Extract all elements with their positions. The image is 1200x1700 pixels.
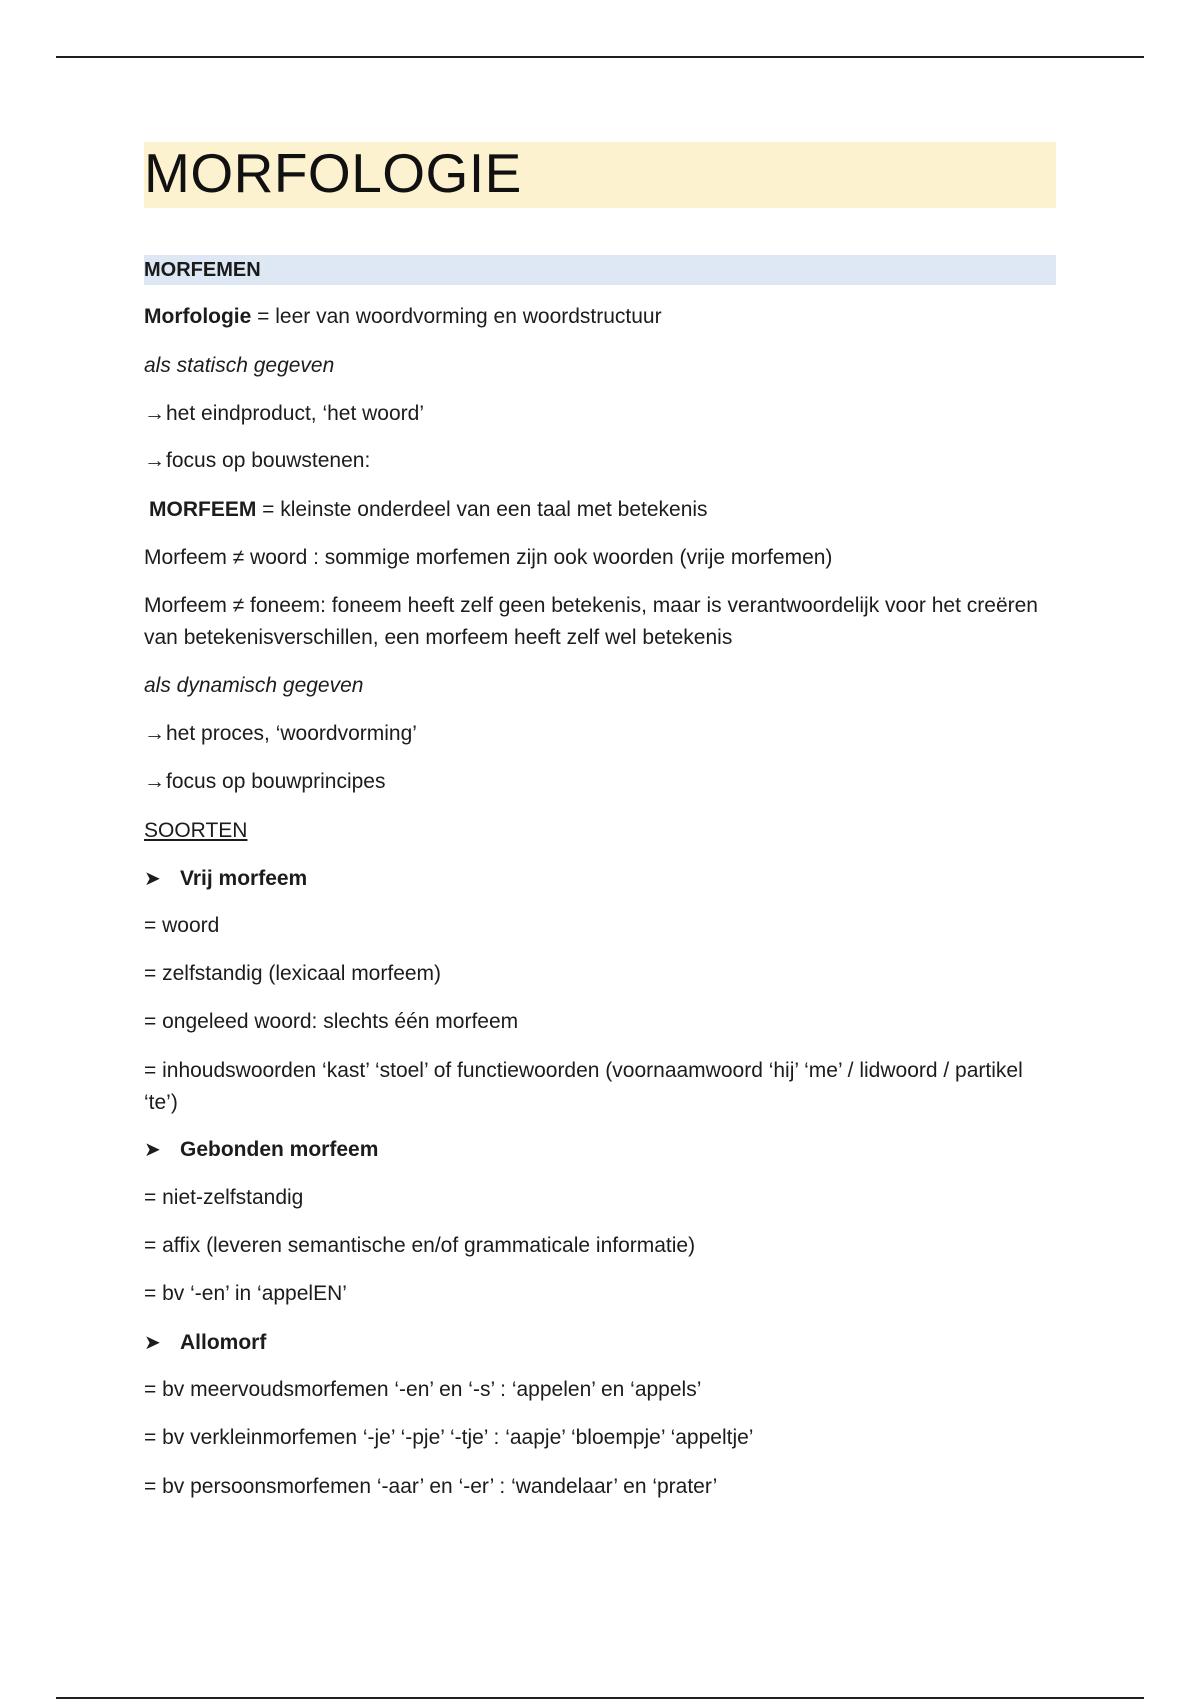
section-heading: MORFEMEN (144, 259, 261, 281)
morfeem-vs-foneem: Morfeem ≠ foneem: foneem heeft zelf geen betekenis, maar is verantwoordelijk voor het creëren van betekenisverschillen, een morfeem heeft zelf wel betekenis (144, 594, 1038, 649)
static-label: als statisch gegeven (144, 354, 335, 377)
footer-rule (56, 1697, 1144, 1699)
arrow-icon: → (144, 770, 165, 793)
morfeem-definition-line (149, 494, 708, 526)
list-item: = ongeleed woord: slechts één morfeem (144, 1010, 519, 1033)
dynamic-label: als dynamisch gegeven (144, 674, 364, 697)
dynamic-point-text: focus op bouwprincipes (166, 770, 386, 793)
list-item: = affix (leveren semantische en/of grammaticale informatie) (144, 1234, 696, 1257)
gebonden-morfeem-label: Gebonden morfeem (180, 1138, 379, 1161)
list-item: = inhoudswoorden ‘kast’ ‘stoel’ of functiewoorden (voornaamwoord ‘hij’ ‘me’ / lidwoord / partikel ‘te’) (144, 1059, 1023, 1114)
static-point (144, 398, 424, 430)
static-point (144, 445, 370, 477)
list-item: = bv persoonsmorfemen ‘-aar’ en ‘-er’ : ‘wandelaar’ en ‘prater’ (144, 1475, 718, 1498)
morfeem-vs-woord: Morfeem ≠ woord : sommige morfemen zijn ook woorden (vrije morfemen) (144, 546, 833, 569)
list-item: = niet-zelfstandig (144, 1186, 304, 1209)
list-item: = bv meervoudsmorfemen ‘-en’ en ‘-s’ : ‘appelen’ en ‘appels’ (144, 1378, 702, 1401)
definition-line (144, 301, 662, 333)
arrow-bullet-icon: ➤ (144, 1332, 161, 1354)
arrow-bullet-icon: ➤ (144, 868, 161, 890)
header-rule (56, 56, 1144, 58)
dynamic-point (144, 718, 417, 750)
vrij-morfeem-title (144, 863, 307, 895)
soorten-heading: SOORTEN (144, 819, 248, 842)
page-title: MORFOLOGIE (144, 142, 522, 204)
definition-term: Morfologie (144, 305, 252, 328)
static-point-text: het eindproduct, ‘het woord’ (166, 402, 424, 425)
vrij-morfeem-label: Vrij morfeem (180, 867, 308, 890)
dynamic-point (144, 766, 385, 798)
static-point-text: focus op bouwstenen: (166, 449, 371, 472)
morfeem-term: MORFEEM (149, 498, 257, 521)
section-heading-highlight (144, 255, 1056, 285)
list-item: = bv verkleinmorfemen ‘-je’ ‘-pje’ ‘-tje’ : ‘aapje’ ‘bloempje’ ‘appeltje’ (144, 1426, 754, 1449)
list-item: = bv ‘-en’ in ‘appelEN’ (144, 1282, 347, 1305)
arrow-bullet-icon: ➤ (144, 1139, 161, 1161)
morfeem-definition-text: = kleinste onderdeel van een taal met betekenis (256, 498, 708, 521)
allomorf-label: Allomorf (180, 1331, 267, 1354)
allomorf-title (144, 1327, 266, 1359)
arrow-icon: → (144, 402, 165, 425)
gebonden-morfeem-title (144, 1134, 378, 1166)
list-item: = zelfstandig (lexicaal morfeem) (144, 962, 442, 985)
arrow-icon: → (144, 449, 165, 472)
dynamic-point-text: het proces, ‘woordvorming’ (166, 722, 417, 745)
definition-text: = leer van woordvorming en woordstructuur (251, 305, 662, 328)
arrow-icon: → (144, 722, 165, 745)
list-item: = woord (144, 914, 220, 937)
